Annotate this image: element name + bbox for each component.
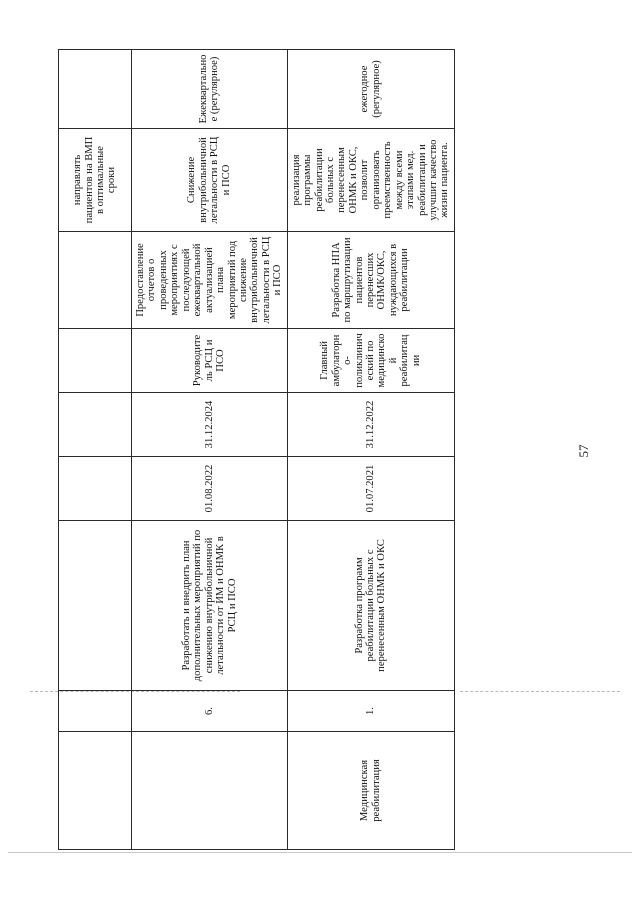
rotated-table-container — [58, 50, 451, 850]
action-cell: Разработка программ реабилитации больных с перенесенным ОНМК и ОКС — [287, 521, 454, 691]
action-cell: Разработать и внедрить план дополнительных мероприятий по снижению внутрибольничной летальности от ИМ и ОНМК в РСЦ и ПСО — [132, 521, 288, 691]
scan-artifact-line — [460, 691, 620, 692]
start-date-cell — [59, 457, 132, 521]
table-row — [132, 50, 288, 850]
section-cell — [132, 732, 288, 850]
document-page — [58, 50, 451, 850]
page-bottom-rule — [8, 852, 632, 853]
table-row — [59, 50, 132, 850]
responsible-cell: Руководитель РСЦ и ПСО — [132, 329, 288, 393]
result-form-cell — [59, 232, 132, 329]
end-date-cell: 31.12.2022 — [287, 393, 454, 457]
start-date-cell: 01.08.2022 — [132, 457, 288, 521]
section-cell: Медицинская реабилитация — [287, 732, 454, 850]
frequency-cell — [59, 50, 132, 129]
section-cell — [59, 732, 132, 850]
frequency-cell: ежегодное (регулярное) — [287, 50, 454, 129]
number-cell — [59, 691, 132, 732]
result-form-cell: Предоставление отчетов о проведенных мероприятиях с последующей ежеквартальной актуализацией плана мероприятий под снижение внутрибольничной летальности в РСЦ и ПСО — [132, 232, 288, 329]
page-number: 57 — [576, 444, 591, 458]
end-date-cell: 31.12.2024 — [132, 393, 288, 457]
number-cell: 1. — [287, 691, 454, 732]
start-date-cell: 01.07.2021 — [287, 457, 454, 521]
number-cell: 6. — [132, 691, 288, 732]
frequency-cell: Ежеквартальное (регулярное) — [132, 50, 288, 129]
result-form-cell: Разработка НПА по маршрутизации пациентов перенесших ОНМК/ОКС, нуждающихся в реабилитации — [287, 232, 454, 329]
measures-table — [58, 49, 455, 850]
responsible-cell: Главный амбулаторно-поликлинический по медицинской реабилитации — [287, 329, 454, 393]
table-row — [287, 50, 454, 850]
responsible-cell — [59, 329, 132, 393]
action-cell — [59, 521, 132, 691]
expected-result-cell: направлять пациентов на ВМП в оптимальные сроки — [59, 129, 132, 232]
expected-result-cell: реализация программы реабилитации больных с перенесенным ОНМК и ОКС, позволит организовать преемственность между всеми этапами мед. реабилитации и улучшит качество жизни пациента. — [287, 129, 454, 232]
expected-result-cell: Снижение внутрибольничной летальности в РСЦ и ПСО — [132, 129, 288, 232]
end-date-cell — [59, 393, 132, 457]
